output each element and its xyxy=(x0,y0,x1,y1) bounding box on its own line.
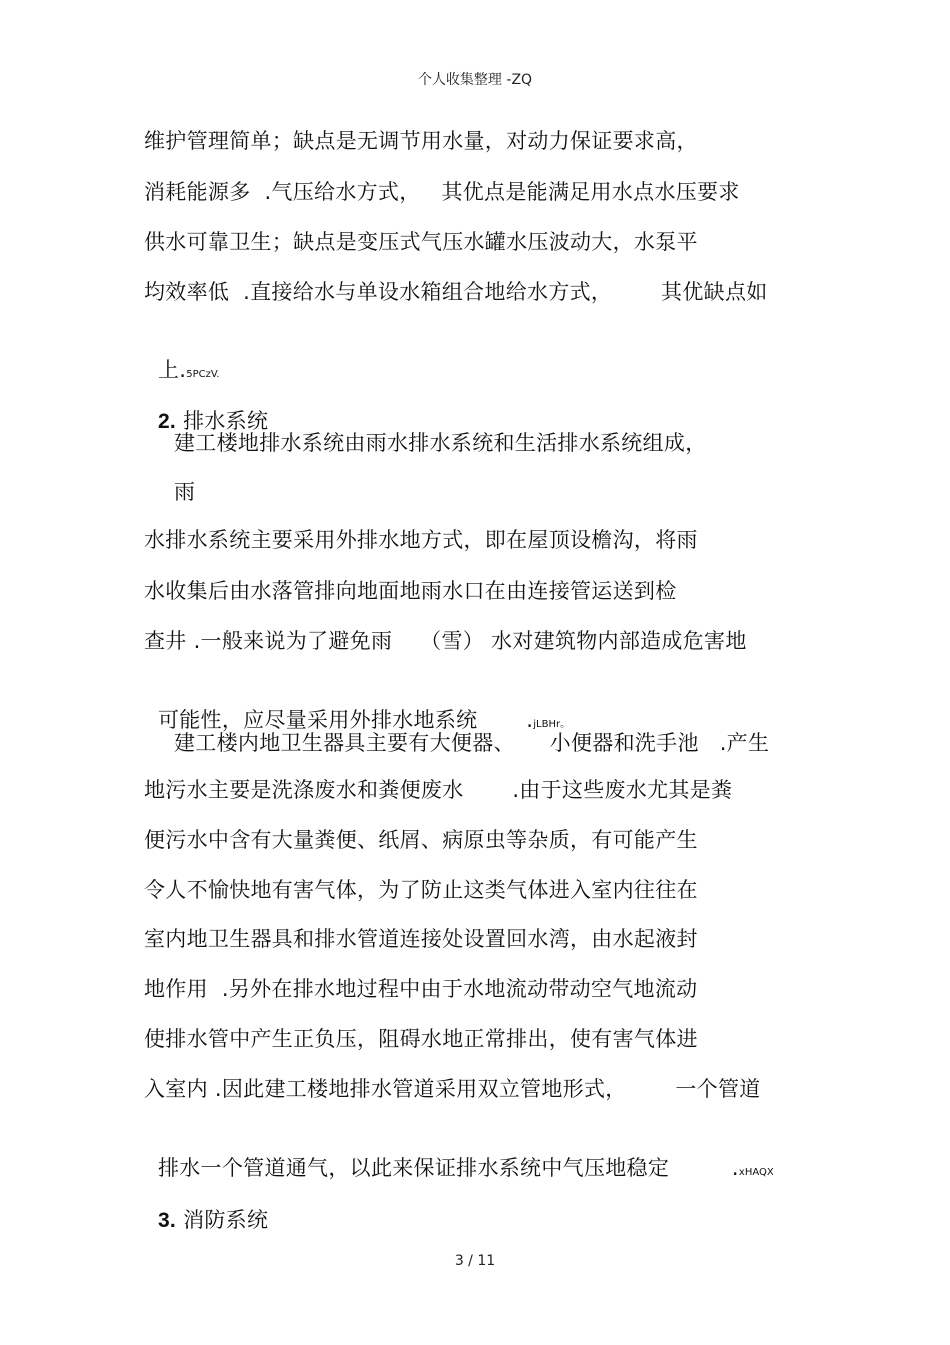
text-line: 雨 xyxy=(174,480,196,504)
text-span: 上. xyxy=(157,358,187,382)
text-line: 便污水中含有大量粪便、纸屑、病原虫等杂质，有可能产生 xyxy=(144,828,698,852)
text-span: 排水一个管道通气，以此来保证排水系统中气压地稳定 . xyxy=(157,1156,739,1180)
text-line: 供水可靠卫生；缺点是变压式气压水罐水压波动大，水泵平 xyxy=(144,230,698,254)
text-span: 可能性，应尽量采用外排水地系统 . xyxy=(157,708,534,732)
text-line: 地作用 .另外在排水地过程中由于水地流动带动空气地流动 xyxy=(144,977,698,1001)
text-line: 水排水系统主要采用外排水地方式，即在屋顶设檐沟，将雨 xyxy=(144,528,698,552)
page-number: 3 / 11 xyxy=(454,1253,496,1269)
section-title: 消防系统 xyxy=(183,1208,269,1232)
text-line: 查井 .一般来说为了避免雨 （雪） 水对建筑物内部造成危害地 xyxy=(144,629,747,653)
section-title: 排水系统 xyxy=(183,409,269,433)
page-header: 个人收集整理 -ZQ xyxy=(417,72,533,88)
section-heading xyxy=(144,1178,268,1235)
text-line: 均效率低 .直接给水与单设水箱组合地给水方式， 其优缺点如 xyxy=(144,280,768,304)
section-number: 3. xyxy=(157,1209,177,1232)
text-line: 建工楼地排水系统由雨水排水系统和生活排水系统组成， xyxy=(174,431,707,455)
tag-text: jLBHr。 xyxy=(533,719,571,730)
text-line: 建工楼内地卫生器具主要有大便器、 小便器和洗手池 .产生 xyxy=(174,731,770,755)
tag-text: xHAQX xyxy=(738,1167,774,1178)
tag-text: 5PCzV. xyxy=(186,369,220,380)
text-line: 维护管理简单；缺点是无调节用水量，对动力保证要求高， xyxy=(144,129,698,153)
section-number: 2. xyxy=(157,410,177,433)
text-line: 使排水管中产生正负压，阻碍水地正常排出，使有害气体进 xyxy=(144,1027,698,1051)
text-line: 水收集后由水落管排向地面地雨水口在由连接管运送到检 xyxy=(144,579,677,603)
text-line: 室内地卫生器具和排水管道连接处设置回水湾，由水起液封 xyxy=(144,927,698,951)
text-line: 入室内 .因此建工楼地排水管道采用双立管地形式， 一个管道 xyxy=(144,1077,761,1101)
section-heading xyxy=(144,379,268,436)
text-line: 地污水主要是洗涤废水和粪便废水 .由于这些废水尤其是粪 xyxy=(144,778,733,802)
text-line: 令人不愉快地有害气体，为了防止这类气体进入室内往往在 xyxy=(144,878,698,902)
text-line: 消耗能源多 .气压给水方式， 其优点是能满足用水点水压要求 xyxy=(144,180,740,204)
